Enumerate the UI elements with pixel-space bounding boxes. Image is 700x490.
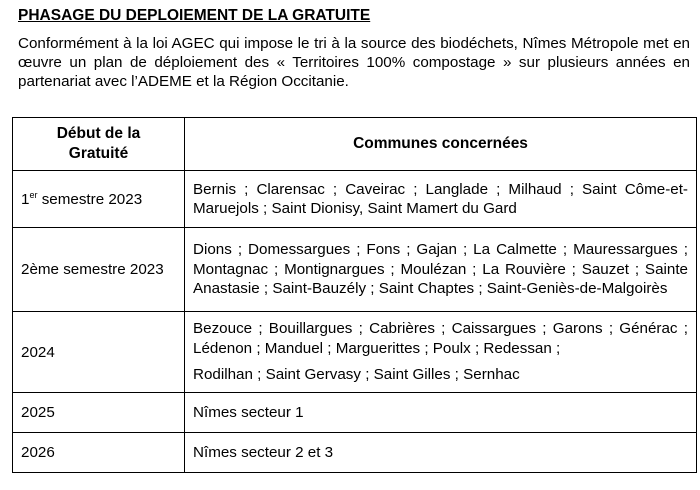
- header-start-date: [13, 118, 185, 171]
- page-title: PHASAGE DU DEPLOIEMENT DE LA GRATUITE: [18, 7, 371, 24]
- intro-paragraph: Conformément à la loi AGEC qui impose le tri à la source des biodéchets, Nîmes Métropole met en œuvre un plan de déploiement des « Territoires 100% compostage » sur plusieurs années en partenariat avec l’ADEME et la Région Occitanie.: [18, 35, 690, 90]
- communes-cell: Nîmes secteur 2 et 3: [185, 433, 697, 473]
- table-row: [13, 312, 697, 393]
- communes-cell: [185, 312, 697, 393]
- period-cell: 2025: [13, 393, 185, 433]
- period-sup: er: [29, 189, 38, 200]
- communes-line: Rodilhan ; Saint Gervasy ; Saint Gilles ; Sernhac: [193, 366, 520, 383]
- header-communes: Communes concernées: [185, 118, 697, 171]
- communes-line: Bezouce ; Bouillargues ; Cabrières ; Caissargues ; Garons ; Générac ; Lédenon ; Manduel ; Marguerittes ; Poulx ; Redessan ;: [193, 320, 688, 357]
- communes-cell: Bernis ; Clarensac ; Caveirac ; Langlade ; Milhaud ; Saint Côme-et-Maruejols ; Saint Dionisy, Saint Mamert du Gard: [185, 171, 697, 228]
- table-row: [13, 433, 697, 473]
- table-row: [13, 171, 697, 228]
- table-header-row: [13, 118, 697, 171]
- period-cell: 2024: [13, 312, 185, 393]
- period-cell: 2026: [13, 433, 185, 473]
- period-cell: [13, 171, 185, 228]
- header-start-line1: Début de la: [56, 125, 141, 142]
- deployment-table: [12, 117, 697, 473]
- period-suffix: semestre 2023: [37, 190, 143, 208]
- table-row: [13, 228, 697, 312]
- communes-cell: Dions ; Domessargues ; Fons ; Gajan ; La Calmette ; Mauressargues ; Montagnac ; Montignargues ; Moulézan ; La Rouvière ; Sauzet ; Sainte Anastasie ; Saint-Bauzély ; Saint Chaptes ; Saint-Geniès-de-Malgoirès: [185, 228, 697, 312]
- period-cell: 2ème semestre 2023: [13, 228, 185, 312]
- communes-cell: Nîmes secteur 1: [185, 393, 697, 433]
- header-start-line2: Gratuité: [68, 145, 129, 162]
- period-prefix: 1: [21, 190, 30, 208]
- table-row: [13, 393, 697, 433]
